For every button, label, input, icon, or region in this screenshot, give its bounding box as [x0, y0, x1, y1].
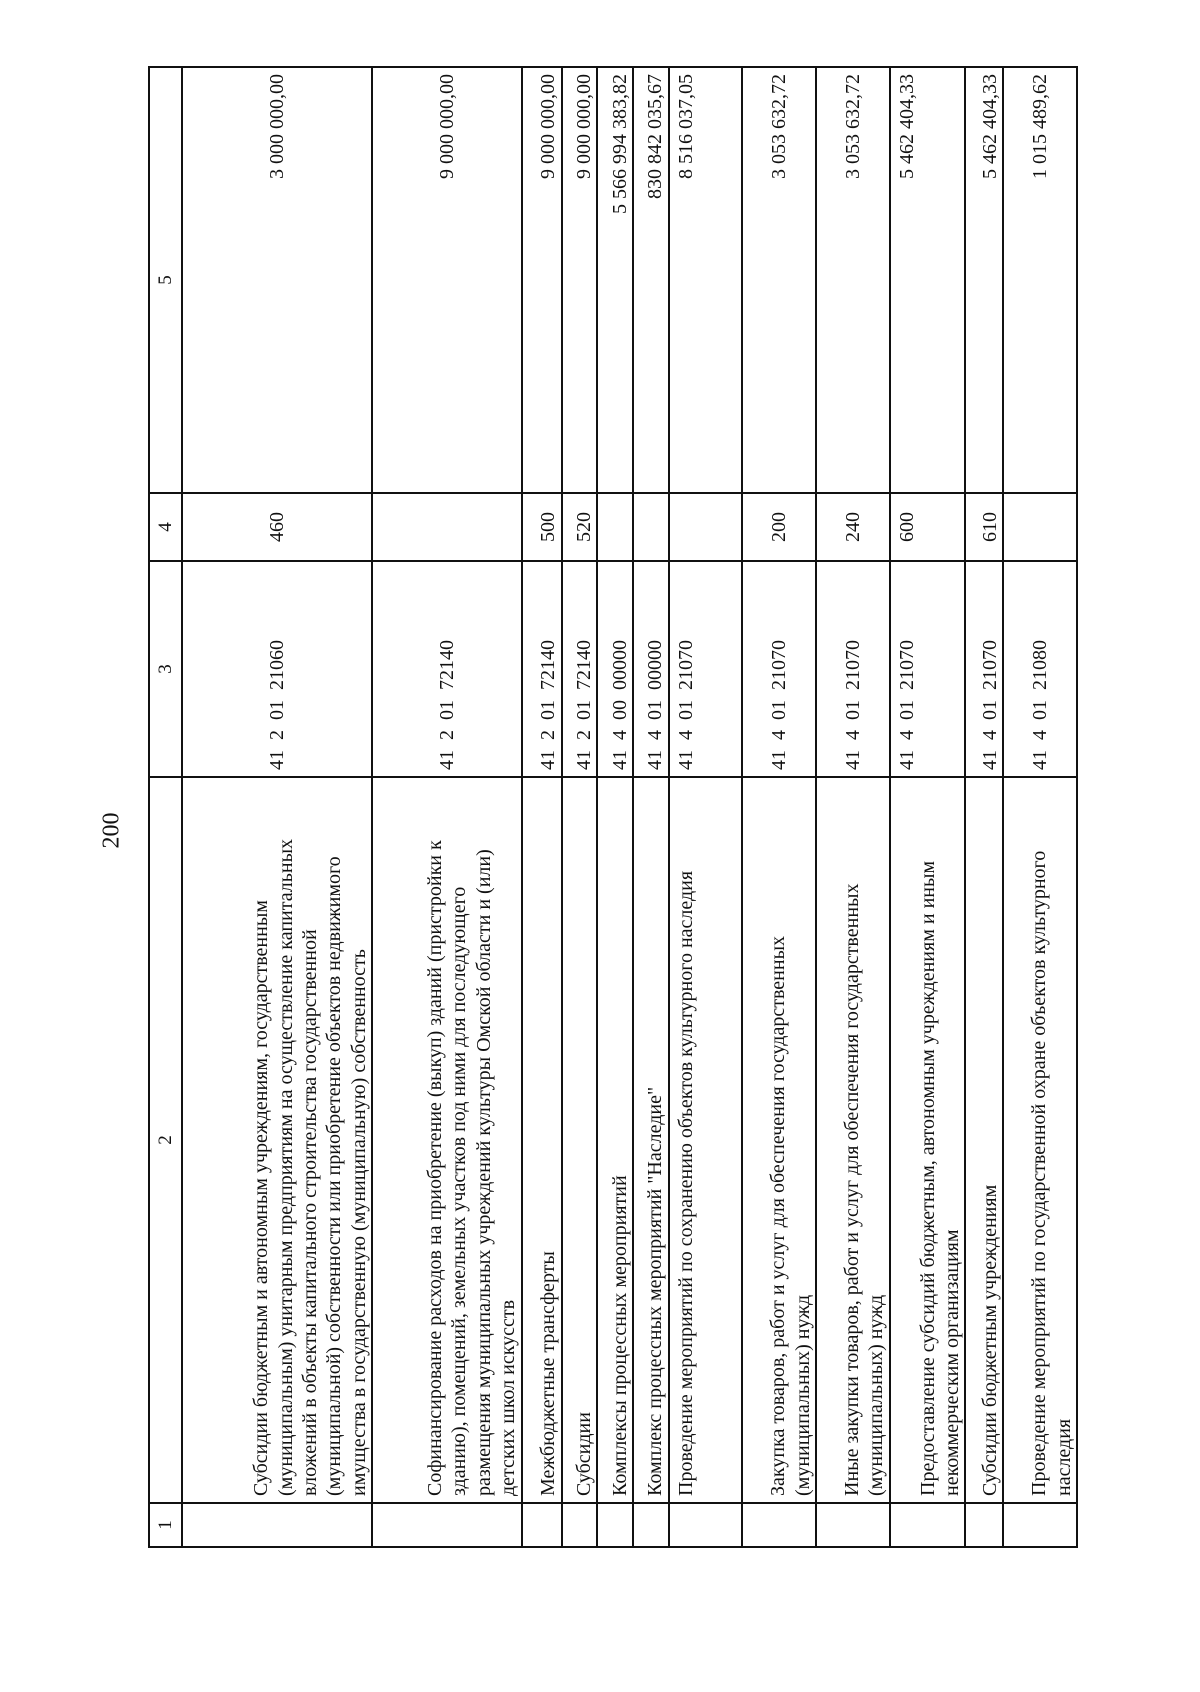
budget-code-cell: 41 4 01 21070	[816, 561, 890, 777]
budget-code-cell: 41 4 01 21070	[742, 561, 816, 777]
table-row	[669, 67, 743, 1547]
item-name-cell: Проведение мероприятий по сохранению объектов культурного наследия	[669, 777, 743, 1503]
table-row	[633, 67, 669, 1547]
table-row	[597, 67, 633, 1547]
table-row	[890, 67, 966, 1547]
header-cell: 5	[149, 67, 182, 493]
amount-cell: 5 462 404,33	[965, 67, 1003, 493]
header-cell: 4	[149, 493, 182, 561]
amount-cell: 3 053 632,72	[816, 67, 890, 493]
item-name-cell: Предоставление субсидий бюджетным, автономным учреждениям и иным некоммерческим организациям	[890, 777, 966, 1503]
table-row	[182, 67, 372, 1547]
expense-group-cell: 520	[562, 493, 598, 561]
expense-group-cell	[633, 493, 669, 561]
item-name-cell: Иные закупки товаров, работ и услуг для обеспечения государственных (муниципальных) нужд	[816, 777, 890, 1503]
expense-group-cell	[1003, 493, 1077, 561]
amount-cell: 3 000 000,00	[182, 67, 372, 493]
amount-cell: 9 000 000,00	[522, 67, 562, 493]
page-number: 200	[98, 812, 125, 848]
budget-table	[148, 66, 1078, 1548]
item-name-cell: Проведение мероприятий по государственной охране объектов культурного наследия	[1003, 777, 1077, 1503]
row-number-cell	[1003, 1503, 1077, 1547]
item-name-cell: Субсидии бюджетным учреждениям	[965, 777, 1003, 1503]
budget-code-cell: 41 2 01 21060	[182, 561, 372, 777]
header-cell: 1	[149, 1503, 182, 1547]
budget-code-cell: 41 2 01 72140	[372, 561, 521, 777]
budget-code-cell: 41 4 01 21070	[890, 561, 966, 777]
budget-code-cell: 41 4 00 00000	[597, 561, 633, 777]
table-row	[1003, 67, 1077, 1547]
amount-cell: 3 053 632,72	[742, 67, 816, 493]
item-name-cell: Межбюджетные трансферты	[522, 777, 562, 1503]
budget-code-cell: 41 2 01 72140	[562, 561, 598, 777]
table-row	[965, 67, 1003, 1547]
item-name-cell: Закупка товаров, работ и услуг для обеспечения государственных (муниципальных) нужд	[742, 777, 816, 1503]
expense-group-cell	[372, 493, 521, 561]
amount-cell: 8 516 037,05	[669, 67, 743, 493]
table-row	[372, 67, 521, 1547]
header-cell: 2	[149, 777, 182, 1503]
item-name-cell: Комплексы процессных мероприятий	[597, 777, 633, 1503]
expense-group-cell: 500	[522, 493, 562, 561]
amount-cell: 1 015 489,62	[1003, 67, 1077, 493]
item-name-cell: Комплекс процессных мероприятий "Наследие"	[633, 777, 669, 1503]
row-number-cell	[597, 1503, 633, 1547]
row-number-cell	[816, 1503, 890, 1547]
row-number-cell	[742, 1503, 816, 1547]
row-number-cell	[182, 1503, 372, 1547]
row-number-cell	[669, 1503, 743, 1547]
row-number-cell	[372, 1503, 521, 1547]
amount-cell: 9 000 000,00	[372, 67, 521, 493]
expense-group-cell: 200	[742, 493, 816, 561]
row-number-cell	[562, 1503, 598, 1547]
table-row	[742, 67, 816, 1547]
table-row	[816, 67, 890, 1547]
item-name-cell: Субсидии	[562, 777, 598, 1503]
table-row	[562, 67, 598, 1547]
budget-code-cell: 41 4 01 21070	[965, 561, 1003, 777]
item-name-cell: Субсидии бюджетным и автономным учреждениям, государственным (муниципальным) унитарным предприятиям на осуществление капитальных вложений в объекты капитального строительства государственной (муниципальной) собственности или приобретение объектов недвижимого имущества в государственную (муниципальную) собственность	[182, 777, 372, 1503]
budget-code-cell: 41 4 01 21070	[669, 561, 743, 777]
budget-code-cell: 41 2 01 72140	[522, 561, 562, 777]
table-row	[522, 67, 562, 1547]
amount-cell: 830 842 035,67	[633, 67, 669, 493]
budget-table-rotated	[148, 68, 1078, 1548]
amount-cell: 9 000 000,00	[562, 67, 598, 493]
expense-group-cell: 240	[816, 493, 890, 561]
amount-cell: 5 462 404,33	[890, 67, 966, 493]
expense-group-cell: 610	[965, 493, 1003, 561]
amount-cell: 5 566 994 383,82	[597, 67, 633, 493]
budget-code-cell: 41 4 01 21080	[1003, 561, 1077, 777]
expense-group-cell	[669, 493, 743, 561]
expense-group-cell	[597, 493, 633, 561]
header-row	[149, 67, 182, 1547]
expense-group-cell: 600	[890, 493, 966, 561]
header-cell: 3	[149, 561, 182, 777]
expense-group-cell: 460	[182, 493, 372, 561]
row-number-cell	[633, 1503, 669, 1547]
budget-code-cell: 41 4 01 00000	[633, 561, 669, 777]
row-number-cell	[522, 1503, 562, 1547]
row-number-cell	[890, 1503, 966, 1547]
item-name-cell: Софинансирование расходов на приобретение (выкуп) зданий (пристройки к зданию), помещений, земельных участков под ними для последующего размещения муниципальных учреждений культуры Омской области и (или) детских школ искусств	[372, 777, 521, 1503]
row-number-cell	[965, 1503, 1003, 1547]
